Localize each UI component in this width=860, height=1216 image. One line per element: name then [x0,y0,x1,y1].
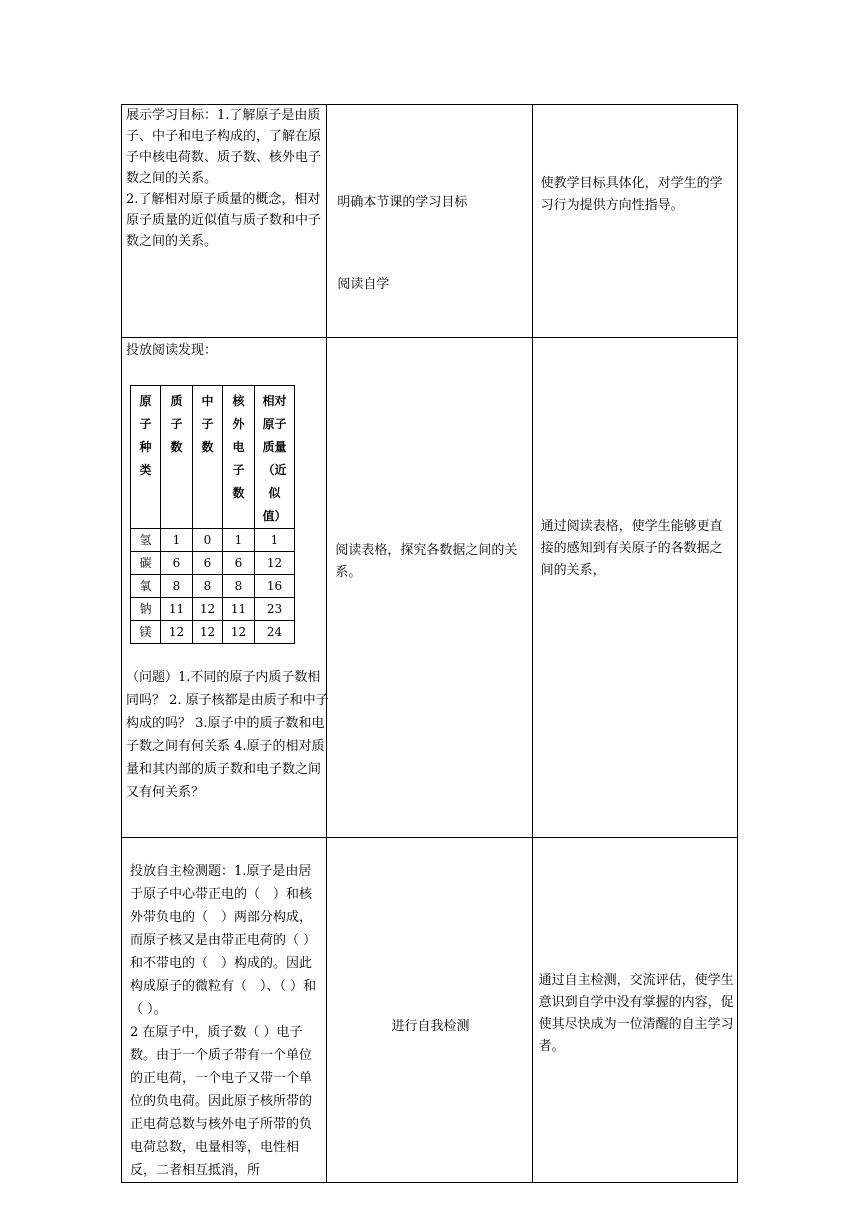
atom-value-cell: 11 [223,598,255,621]
header-neutrons: 中 子 数 [193,386,223,529]
atom-name-cell: 钠 [131,598,161,621]
atom-table-row [131,529,295,552]
atom-value-cell: 12 [193,598,223,621]
atom-data-table [130,385,295,644]
learning-goals-text: 展示学习目标：1.了解原子是由质子、中子和电子构成的，了解在原子中核电荷数、质子数、核外电子数之间的关系。 2.了解相对原子质量的概念，相对原子质量的近似值与质子数和中子数之间的关系。 [126,108,322,249]
intent-text: 通过阅读表格，使学生能够更直接的感知到有关原子的各数据之间的关系， [540,519,723,578]
atom-table-row [131,575,295,598]
atom-table-header [131,386,295,529]
atom-value-cell: 23 [255,598,295,621]
atom-value-cell: 1 [223,529,255,552]
atom-table-row [131,552,295,575]
atom-value-cell: 8 [161,575,193,598]
student-action-text: 阅读表格，探究各数据之间的关系。 [335,543,518,580]
atom-value-cell: 1 [161,529,193,552]
cell-student-action [327,105,532,338]
atom-name-cell: 氢 [131,529,161,552]
reading-questions: （问题）1.不同的原子内质子数相同吗？ 2. 原子核都是由质子和中子构成的吗？ 3.原子中的质子数和电子数之间有何关系 4.原子的相对质量和其内部的质子数和电子数之间又有何关系？ [126,670,329,800]
self-test-text: 投放自主检测题：1.原子是由居于原子中心带正电的（ ）和核外带负电的（ ）两部分构成，而原子核又是由带正电荷的（ ）和不带电的（ ）构成的。因此构成原子的微粒有（ ）、（ ）和（ ）。 2 在原子中，质子数（ ）电子数。由于一个质子带有一个单位的正电荷，一个电子又带一个单位的负电荷。因此原子核所带的正电荷总数与核外电子所带的负电荷总数，电量相等，电性相反，二者相互抵消，所 [130,864,317,1178]
cell-student-action [327,838,532,1183]
cell-intent [532,338,737,838]
atom-value-cell: 12 [223,621,255,644]
atom-value-cell: 8 [223,575,255,598]
table-row [122,338,738,838]
atom-value-cell: 0 [193,529,223,552]
atom-value-cell: 6 [193,552,223,575]
atom-value-cell: 1 [255,529,295,552]
atom-table-row [131,621,295,644]
atom-value-cell: 12 [161,621,193,644]
atom-value-cell: 6 [161,552,193,575]
atom-value-cell: 6 [223,552,255,575]
atom-name-cell: 氧 [131,575,161,598]
cell-student-action [327,338,532,838]
intent-text: 使教学目标具体化，对学生的学习行为提供方向性指导。 [540,176,723,213]
cell-activity [122,838,327,1183]
cell-intent [532,105,737,338]
cell-activity [122,338,327,838]
atom-value-cell: 16 [255,575,295,598]
intent-text: 通过自主检测，交流评估，使学生意识到自学中没有掌握的内容，促使其尽快成为一位清醒的自主学习者。 [538,973,734,1054]
reading-title: 投放阅读发现： [126,343,218,358]
header-electrons: 核 外 电 子 数 [223,386,255,529]
atom-name-cell: 镁 [131,621,161,644]
student-action-text: 进行自我检测 [391,1019,470,1034]
header-atom-type: 原 子 种 类 [131,386,161,529]
atom-table-row [131,598,295,621]
cell-intent [532,838,737,1183]
lesson-plan-table [121,104,738,1183]
student-action-text-2: 阅读自学 [337,277,390,292]
table-row [122,105,738,338]
atom-value-cell: 24 [255,621,295,644]
table-row [122,838,738,1183]
student-action-text: 明确本节课的学习目标 [337,195,468,210]
header-relative-mass: 相对 原子 质量 （近 似 值） [255,386,295,529]
cell-activity [122,105,327,338]
atom-value-cell: 11 [161,598,193,621]
atom-name-cell: 碳 [131,552,161,575]
atom-value-cell: 12 [255,552,295,575]
header-protons: 质 子 数 [161,386,193,529]
atom-value-cell: 12 [193,621,223,644]
atom-value-cell: 8 [193,575,223,598]
